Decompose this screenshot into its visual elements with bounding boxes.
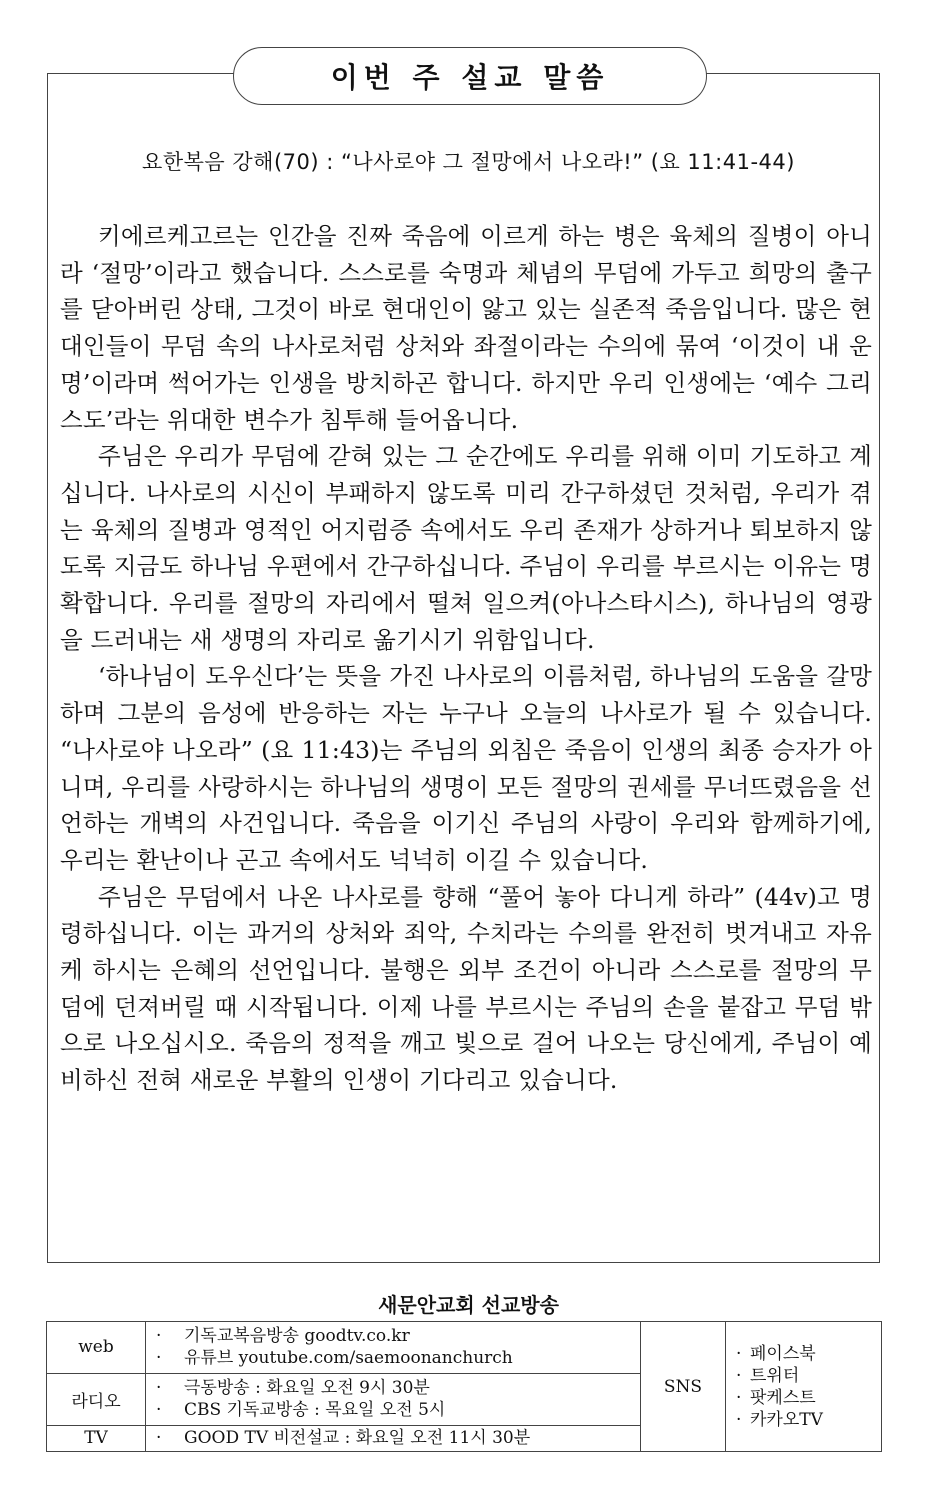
row-label-web: web	[47, 1322, 146, 1374]
list-item: · CBS 기독교방송 : 목요일 오전 5시	[152, 1399, 634, 1421]
paragraph: 주님은 무덤에서 나온 나사로를 향해 “풀어 놓아 다니게 하라” (44v)고 명령하십니다. 이는 과거의 상처와 죄악, 수치라는 수의를 완전히 벗겨내고 자유케 하시는 은혜의 선언입니다. 불행은 외부 조건이 아니라 스스로를 절망의 무덤에 던져버릴 때 시작됩니다. 이제 나를 부르시는 주님의 손을 붙잡고 무덤 밖으로 나오십시오. 죽음의 정적을 깨고 빛으로 걸어 나오는 당신에게, 주님이 예비하신 전혀 새로운 부활의 인생이 기다리고 있습니다.	[60, 882, 872, 1095]
bullet-icon: ·	[156, 1326, 162, 1347]
page-title: 이번 주 설교 말씀	[233, 47, 707, 105]
bullet-icon: ·	[156, 1378, 162, 1399]
list-item: · 페이스북	[732, 1343, 875, 1365]
bullet-icon: ·	[156, 1348, 162, 1369]
broadcast-title: 새문안교회 선교방송	[378, 1293, 559, 1317]
sermon-subtitle: 요한복음 강해(70) : “나사로야 그 절망에서 나오라!” (요 11:41-44)	[142, 150, 795, 174]
bullet-icon: ·	[156, 1428, 162, 1449]
list-item: · 유튜브 youtube.com/saemoonanchurch	[152, 1347, 634, 1369]
list-item: · 기독교복음방송 goodtv.co.kr	[152, 1325, 634, 1347]
bullet-icon: ·	[156, 1400, 162, 1421]
list-item: · 팟케스트	[732, 1387, 875, 1409]
bullet-icon: ·	[736, 1365, 742, 1386]
sermon-body	[60, 218, 872, 1099]
bullet-icon: ·	[736, 1387, 742, 1408]
paragraph: 주님은 우리가 무덤에 갇혀 있는 그 순간에도 우리를 위해 이미 기도하고 계십니다. 나사로의 시신이 부패하지 않도록 미리 간구하셨던 것처럼, 우리가 겪는 육체의 질병과 영적인 어지럼증 속에서도 우리 존재가 상하거나 퇴보하지 않도록 지금도 하나님 우편에서 간구하십니다. 주님이 우리를 부르시는 이유는 명확합니다. 우리를 절망의 자리에서 떨쳐 일으켜(아나스타시스), 하나님의 영광을 드러내는 새 생명의 자리로 옮기시기 위함입니다.	[60, 442, 872, 654]
row-detail-radio	[146, 1373, 641, 1425]
bullet-icon: ·	[736, 1343, 742, 1364]
list-item: · 카카오TV	[732, 1409, 875, 1431]
bullet-icon: ·	[736, 1409, 742, 1430]
table-row	[47, 1322, 882, 1374]
row-detail-tv	[146, 1425, 641, 1451]
row-label-radio: 라디오	[47, 1373, 146, 1425]
sns-label: SNS	[641, 1322, 726, 1452]
list-item: · GOOD TV 비전설교 : 화요일 오전 11시 30분	[152, 1427, 634, 1449]
list-item: · 극동방송 : 화요일 오전 9시 30분	[152, 1377, 634, 1399]
paragraph: ‘하나님이 도우신다’는 뜻을 가진 나사로의 이름처럼, 하나님의 도움을 갈망하며 그분의 음성에 반응하는 자는 누구나 오늘의 나사로가 될 수 있습니다. “나사로야 나오라” (요 11:43)는 주님의 외침은 죽음이 인생의 최종 승자가 아니며, 우리를 사랑하시는 하나님의 생명이 모든 절망의 권세를 무너뜨렸음을 선언하는 개벽의 사건입니다. 죽음을 이기신 주님의 사랑이 우리와 함께하기에, 우리는 환난이나 곤고 속에서도 넉넉히 이길 수 있습니다.	[60, 662, 872, 874]
broadcast-table	[46, 1321, 882, 1452]
sns-list	[726, 1322, 882, 1452]
row-detail-web	[146, 1322, 641, 1374]
row-label-tv: TV	[47, 1425, 146, 1451]
list-item: · 트위터	[732, 1365, 875, 1387]
paragraph: 키에르케고르는 인간을 진짜 죽음에 이르게 하는 병은 육체의 질병이 아니라 ‘절망’이라고 했습니다. 스스로를 숙명과 체념의 무덤에 가두고 희망의 출구를 닫아버린 상태, 그것이 바로 현대인이 앓고 있는 실존적 죽음입니다. 많은 현대인들이 무덤 속의 나사로처럼 상처와 좌절이라는 수의에 묶여 ‘이것이 내 운명’이라며 썩어가는 인생을 방치하곤 합니다. 하지만 우리 인생에는 ‘예수 그리스도’라는 위대한 변수가 침투해 들어옵니다.	[60, 222, 872, 434]
